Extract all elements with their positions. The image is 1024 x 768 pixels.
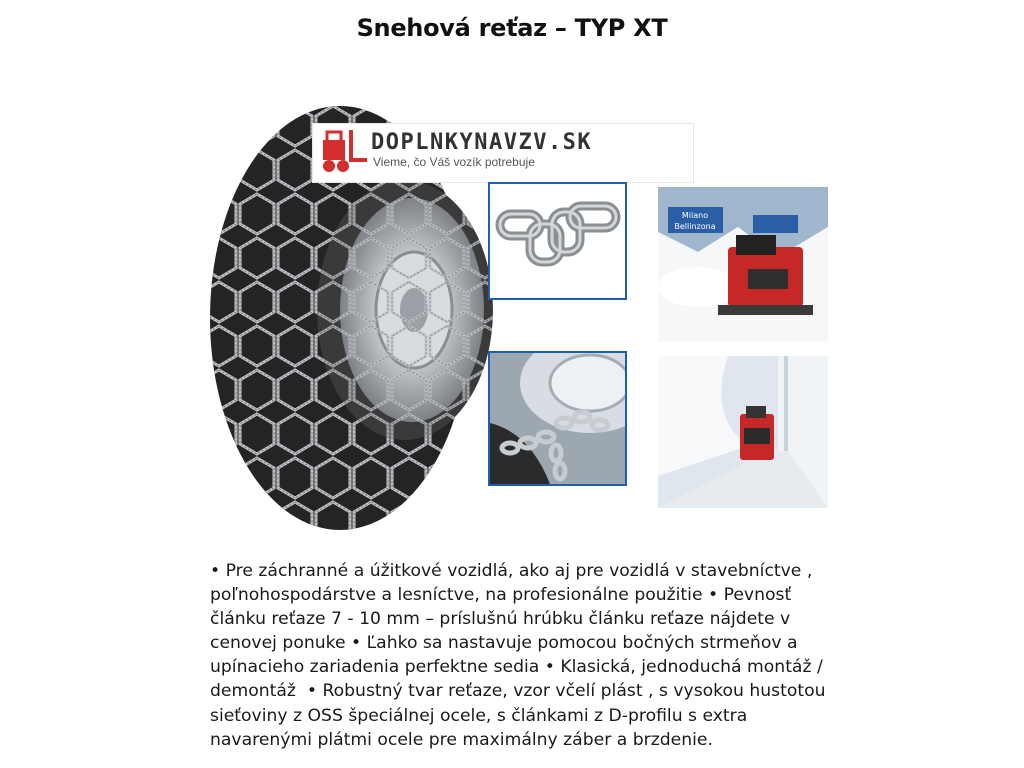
description-line: cenovej ponuke • Ľahko sa nastavuje pomocou bočných strmeňov a (210, 633, 798, 654)
description-line: poľnohospodárstve a lesníctve, na profesionálne použitie • Pevnosť (210, 585, 792, 606)
page-title: Snehová reťaz – TYP XT (356, 14, 668, 42)
logo-slogan: Vieme, čo Váš vozík potrebuje (373, 155, 535, 169)
sign-city-1: Milano (681, 211, 709, 220)
snow-blower-photo-1 (658, 187, 828, 342)
snow-blower-photo-2 (658, 356, 828, 508)
forklift-icon (317, 128, 369, 176)
description-line: • Pre záchranné a úžitkové vozidlá, ako aj pre vozidlá v stavebníctve , (210, 561, 813, 581)
chain-link-closeup-photo (488, 182, 627, 300)
description-line: navarenými plátmi ocele pre maximálny záber a brzdenie. (210, 729, 713, 750)
logo-name: DOPLNKYNAVZV.SK (371, 130, 593, 155)
description-line: upínacieho zariadenia perfektne sedia • Klasická, jednoduchá montáž / (210, 657, 823, 678)
company-logo (312, 123, 694, 183)
description-line: článku reťaze 7 - 10 mm – príslušnú hrúbku článku reťaze nájdete v (210, 609, 791, 630)
description-line: sieťoviny z OSS špeciálnej ocele, s článkami z D-profilu s extra (210, 705, 748, 726)
chain-on-wheel-photo (488, 351, 627, 486)
product-description (210, 559, 830, 752)
description-line: demontáž • Robustný tvar reťaze, vzor včelí plást , s vysokou hustotou (210, 681, 826, 702)
sign-city-2: Bellinzona (674, 222, 716, 231)
